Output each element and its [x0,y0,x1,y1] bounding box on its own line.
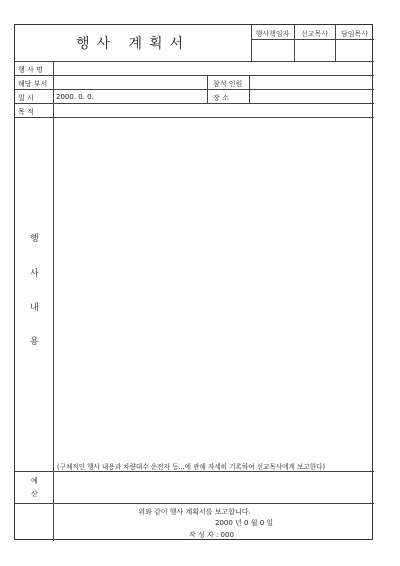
purpose-label: 목 적 [18,108,34,116]
content-label-char-2: 사 [30,269,39,279]
department-field[interactable] [56,79,204,89]
budget-field[interactable] [55,473,372,501]
date-line: 2000 년 0 월 0 일 [215,519,274,527]
signature-box-senior-pastor[interactable] [336,40,373,60]
content-note: (구체적인 행사 내용과 차량대수 운전자 등...에 관해 자세히 기록하여 선교목사에게 보고한다) [57,463,326,471]
form-title: 행사 계획서 [75,36,191,52]
attendees-label: 참석 인원 [213,80,243,88]
signature-box-mission-pastor[interactable] [295,40,334,60]
place-label: 장 소 [213,94,229,102]
report-line: 위와 같이 행사 계획서를 보고합니다. [138,508,251,516]
signature-box-event-manager[interactable] [252,40,293,60]
place-field[interactable] [253,93,371,103]
signer-header-event-manager: 행사책임자 [255,30,290,38]
signer-header-senior-pastor: 담임목사 [340,30,369,38]
budget-label-char-2: 산 [31,490,38,498]
department-label: 해당 부서 [18,80,48,88]
event-name-label: 행 사 명 [18,66,43,74]
content-label-char-3: 내 [30,303,39,313]
purpose-field[interactable] [56,107,370,117]
event-plan-form [14,24,373,540]
datetime-label: 일 시 [18,94,34,102]
author-line: 작 성 자 : 000 [189,531,234,539]
content-label-char-4: 용 [30,337,39,347]
content-label-char-1: 행 [30,234,39,244]
signer-header-mission-pastor: 선교목사 [300,30,329,38]
datetime-field[interactable]: 2000. 0. 0. [56,93,94,101]
content-textarea[interactable] [55,119,372,459]
budget-label-char-1: 예 [31,477,38,485]
attendees-field[interactable] [253,79,371,89]
event-name-field[interactable] [56,65,370,75]
